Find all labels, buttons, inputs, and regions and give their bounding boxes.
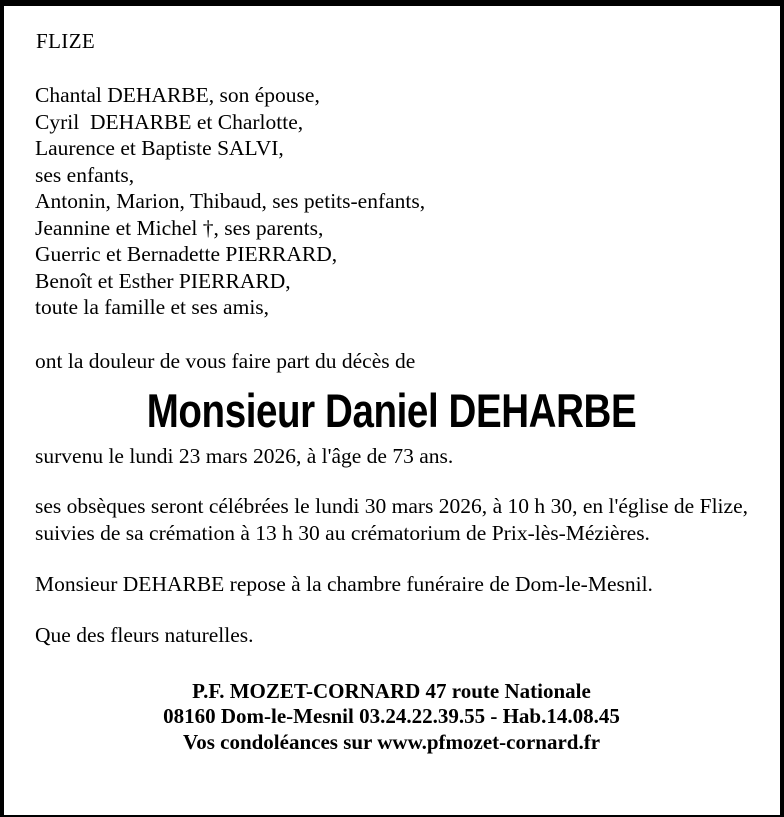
announcement-lead-line: ont la douleur de vous faire part du décès de [35, 348, 416, 373]
family-member-line: ses enfants, [35, 162, 135, 187]
footer-condolences-website-line[interactable]: Vos condoléances sur www.pfmozet-cornard.fr [182, 729, 601, 754]
family-member-line-with-cross-icon: Jeannine et Michel †, ses parents, [35, 215, 324, 240]
funeral-home-resting-paragraph: Monsieur DEHARBE repose à la chambre funéraire de Dom-le-Mesnil. [35, 571, 653, 596]
deceased-name: Monsieur Daniel DEHARBE [146, 383, 637, 437]
date-of-death-line: survenu le lundi 23 mars 2026, à l'âge de 73 ans. [35, 443, 454, 468]
footer-city-phone-line: 08160 Dom-le-Mesnil 03.24.22.39.55 - Hab.14.08.45 [163, 704, 620, 728]
family-member-line: Chantal DEHARBE, son épouse, [35, 83, 320, 107]
family-members-list [35, 82, 750, 321]
flowers-request-line: Que des fleurs naturelles. [35, 622, 254, 647]
family-member-line: Laurence et Baptiste SALVI, [35, 136, 284, 160]
family-member-line: Cyril DEHARBE et Charlotte, [35, 109, 304, 134]
footer-company-address-line: P.F. MOZET-CORNARD 47 route Nationale [192, 678, 591, 703]
locality-heading: FLIZE [36, 29, 96, 53]
family-member-line: Benoît et Esther PIERRARD, [35, 268, 291, 293]
funeral-service-paragraph: ses obsèques seront célébrées le lundi 30 mars 2026, à 10 h 30, en l'église de Flize, suivies de sa crémation à 13 h 30 au crématorium de Prix-lès-Mézières. [35, 493, 748, 545]
notice-content [4, 6, 780, 815]
family-member-line: Antonin, Marion, Thibaud, ses petits-enfants, [35, 189, 426, 213]
family-member-line: toute la famille et ses amis, [35, 295, 270, 319]
funeral-director-footer [33, 679, 750, 756]
family-member-line: Guerric et Bernadette PIERRARD, [35, 242, 338, 266]
